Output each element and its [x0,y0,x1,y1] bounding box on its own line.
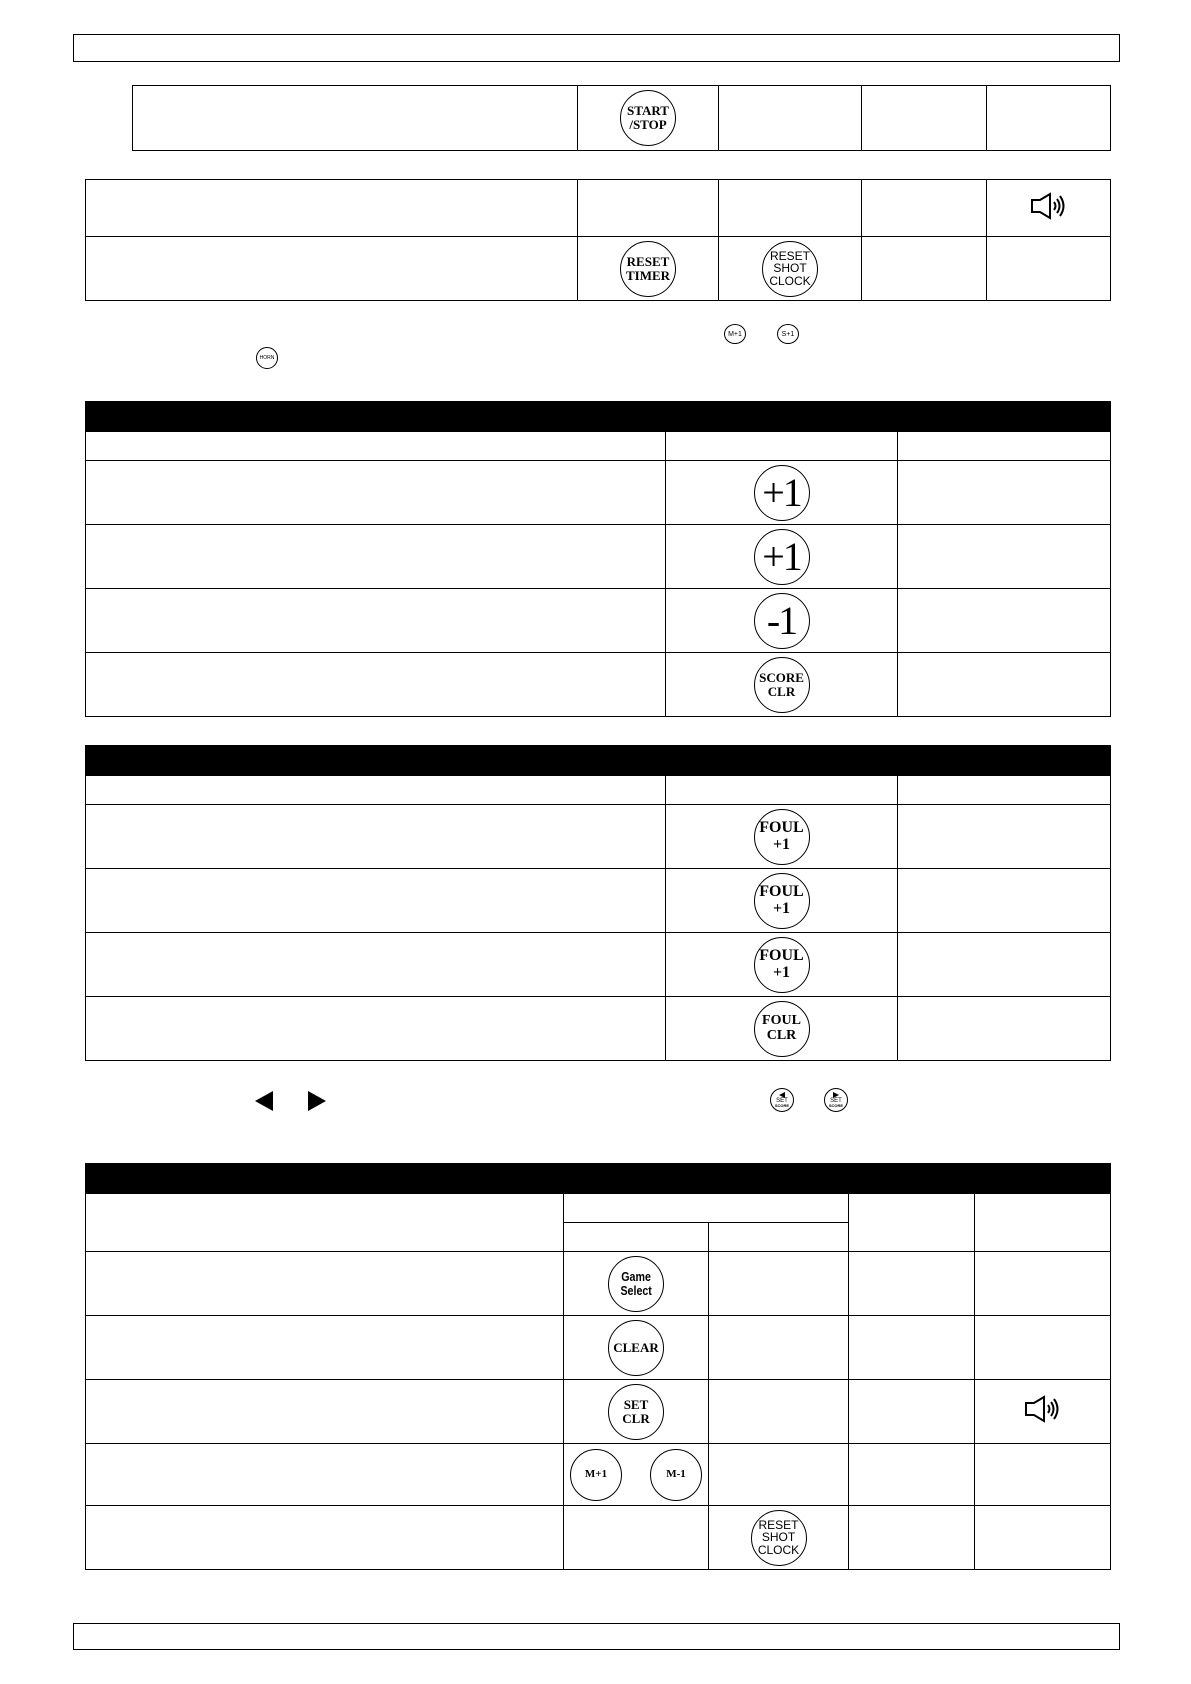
table-cell [666,805,898,869]
speaker-icon [1024,1395,1062,1423]
score-clr-line-2: CLR [767,683,796,699]
settings-table [85,1163,1111,1570]
game-select-line-1: Game [621,1268,651,1284]
table-cell [849,1380,975,1444]
start-stop-line-1: START [627,103,669,119]
guest-foul-plus-button [754,873,810,929]
table-cell [666,589,898,653]
table-cell [86,1194,564,1252]
page-header-frame [73,34,1120,62]
table-cell [666,432,898,461]
speaker-icon [1030,192,1068,220]
clear-label: CLEAR [613,1339,659,1355]
table-cell [86,933,666,997]
foul-clr-line-2: CLR [766,1027,797,1043]
table-header-bar [86,402,1111,432]
table-cell [564,1380,709,1444]
set-clear-button [608,1384,664,1440]
set-clr-line-1: SET [623,1396,649,1412]
table-cell [578,86,719,151]
foul-clear-button [754,1001,810,1057]
table-cell [898,589,1111,653]
table-header-bar [86,746,1111,776]
table-cell [975,1316,1111,1380]
table-cell [86,1506,564,1570]
table-cell [898,525,1111,589]
table-cell [709,1223,849,1252]
table-header-bar [86,1164,1111,1194]
set-score-left-button [770,1088,794,1112]
table-cell [849,1444,975,1506]
reset-shot-clock-line-3: CLOCK [769,273,811,288]
foul-line-2: +1 [772,835,791,853]
triangle-right-icon [306,1090,328,1112]
table-cell [86,1316,564,1380]
table-cell [862,180,987,237]
reset-shot-clock-line-3: CLOCK [757,1542,800,1557]
horn-small-label: HORN [259,355,275,361]
score-minus-button [754,593,810,649]
table-cell [898,776,1111,805]
table-cell [849,1252,975,1316]
table-cell [86,1252,564,1316]
game-select-line-2: Select [620,1282,652,1298]
set-score-line-1: SET [830,1098,842,1104]
table-cell [86,525,666,589]
table-cell [133,86,578,151]
reset-shot-clock-line-1: RESET [758,1517,799,1532]
table-cell [709,1380,849,1444]
table-cell [86,180,578,237]
set-score-right-button [824,1088,848,1112]
table-cell [578,237,719,301]
reset-table [85,179,1111,301]
table-cell [666,869,898,933]
foul-clr-line-1: FOUL [762,1012,801,1028]
plus-one-label: +1 [762,469,801,515]
table-cell [86,776,666,805]
m-minus-one-button [650,1449,702,1501]
foul-line-2: +1 [772,963,791,981]
table-cell [666,461,898,525]
table-cell [719,237,862,301]
m-plus-one-button [570,1449,622,1501]
s-plus-small-label: S+1 [781,330,795,338]
triangle-left-icon [253,1090,275,1112]
table-cell [578,180,719,237]
table-cell [564,1444,709,1506]
table-cell [719,86,862,151]
home-score-plus-button [754,465,810,521]
table-cell [86,589,666,653]
s-plus-small-button [777,324,799,344]
table-cell [564,1252,709,1316]
minus-one-label: -1 [766,597,797,643]
table-cell [987,86,1111,151]
m-plus-one-label: M+1 [584,1467,608,1480]
set-clr-line-2: CLR [622,1410,650,1426]
table-cell [975,1506,1111,1570]
table-cell [564,1316,709,1380]
table-cell [898,997,1111,1061]
foul-table [85,745,1111,1061]
table-cell [898,653,1111,717]
table-cell [975,1194,1111,1252]
reset-timer-line-1: RESET [626,253,670,269]
reset-shot-clock-line-1: RESET [769,248,810,263]
table-cell [862,86,987,151]
guest-score-plus-button [754,529,810,585]
table-cell [862,237,987,301]
clear-button [608,1320,664,1376]
table-cell [86,432,666,461]
foul-line-2: +1 [772,899,791,917]
set-score-line-2: SCORE [828,1103,844,1108]
table-cell [86,461,666,525]
table-cell [975,1380,1111,1444]
table-cell [709,1316,849,1380]
start-stop-button [620,90,676,146]
foul-line-1: FOUL [759,818,804,836]
table-cell [86,653,666,717]
table-cell [987,180,1111,237]
table-cell [666,997,898,1061]
set-score-line-2: SCORE [774,1103,790,1108]
table-cell [86,805,666,869]
home-foul-plus-button [754,809,810,865]
start-stop-table [132,85,1111,151]
reset-timer-button [620,241,676,297]
start-stop-line-2: /STOP [629,117,667,132]
table-cell [666,933,898,997]
table-cell [898,869,1111,933]
score-table [85,401,1111,717]
game-select-button [608,1256,664,1312]
table-cell [709,1252,849,1316]
table-cell [898,933,1111,997]
table-cell [86,997,666,1061]
table-cell [666,525,898,589]
table-cell [849,1316,975,1380]
table-cell [849,1506,975,1570]
table-cell [564,1223,709,1252]
table-cell [975,1252,1111,1316]
foul-line-1: FOUL [759,946,804,964]
table-cell [666,653,898,717]
score-clr-line-1: SCORE [759,669,804,685]
page-footer-frame [73,1623,1120,1650]
table-cell [987,237,1111,301]
table-cell [975,1444,1111,1506]
m-plus-small-label: M+1 [728,330,742,338]
reset-shot-clock-line-2: SHOT [761,1530,796,1545]
m-minus-one-label: M-1 [666,1467,686,1480]
score-clear-button [754,657,810,713]
reset-shot-clock-button [751,1510,807,1566]
foul-line-1: FOUL [759,882,804,900]
table-cell [709,1444,849,1506]
table-cell [86,869,666,933]
reset-timer-line-2: TIMER [625,267,671,283]
reset-shot-clock-button [762,241,818,297]
set-score-line-1: SET [776,1098,788,1104]
table-cell [849,1194,975,1252]
table-cell [898,805,1111,869]
m-plus-small-button [724,324,746,344]
plus-one-label: +1 [762,533,801,579]
reset-shot-clock-line-2: SHOT [773,261,807,276]
table-cell [709,1506,849,1570]
horn-small-button [256,347,278,369]
table-cell [564,1194,849,1223]
table-cell [86,1444,564,1506]
table-cell [564,1506,709,1570]
table-cell [86,1380,564,1444]
table-cell [898,432,1111,461]
table-cell [719,180,862,237]
table-cell [898,461,1111,525]
table-cell [666,776,898,805]
table-cell [86,237,578,301]
team-foul-plus-button [754,937,810,993]
